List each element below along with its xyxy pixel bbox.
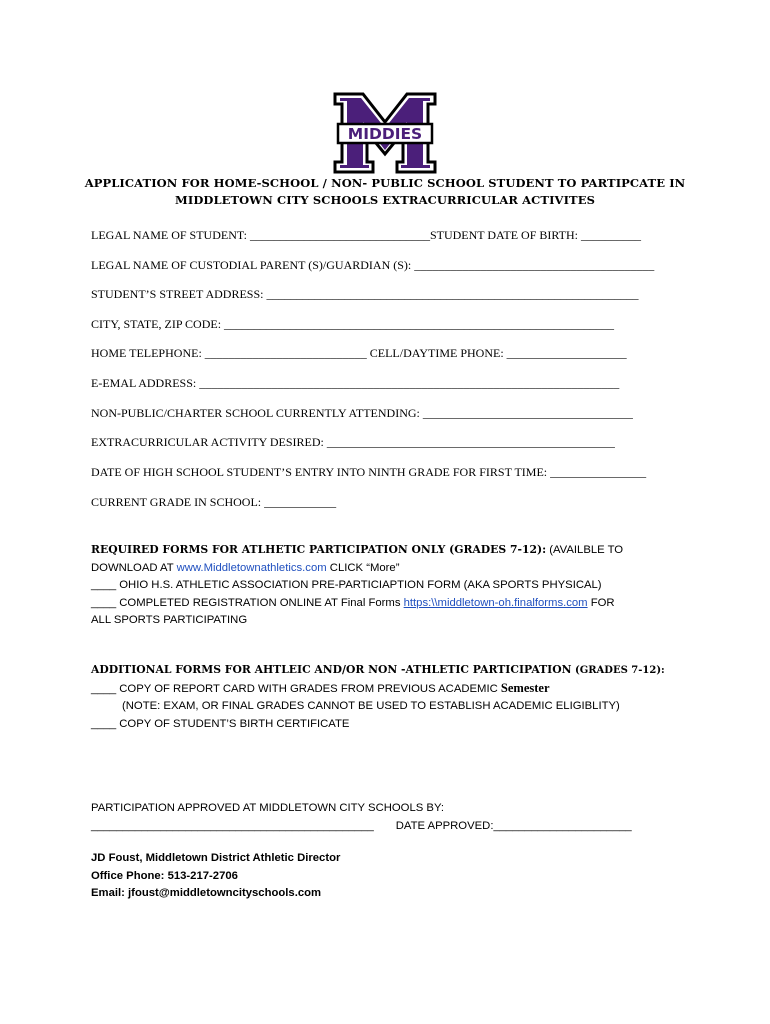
registration-continued: ALL SPORTS PARTICIPATING <box>91 614 248 626</box>
required-item-physical: ____ OHIO H.S. ATHLETIC ASSOCIATION PRE-PARTICIAPTION FORM (AKA SPORTS PHYSICAL) <box>91 579 602 591</box>
download-suffix: CLICK “More” <box>326 561 400 574</box>
approval-signature-line[interactable]: _____________________________________________ <box>91 819 374 832</box>
contact-email: Email: jfoust@middletowncityschools.com <box>91 887 322 899</box>
form-title-line2: MIDDLETOWN CITY SCHOOLS EXTRACURRICULAR ACTIVITES <box>175 193 595 207</box>
required-heading-row <box>91 541 691 560</box>
field-school-attending[interactable]: NON-PUBLIC/CHARTER SCHOOL CURRENTLY ATTENDING: ___________________________________ <box>91 406 633 420</box>
field-street-address[interactable]: STUDENT’S STREET ADDRESS: ______________________________________________________________ <box>91 287 639 301</box>
additional-item-birth-certificate: ____ COPY OF STUDENT’S BIRTH CERTIFICATE <box>91 717 350 730</box>
additional-heading: ADDITIONAL FORMS FOR AHTLEIC AND/OR NON -ATHLETIC PARTICIPATION <box>91 663 572 676</box>
required-item-registration <box>91 595 691 613</box>
contact-phone: Office Phone: 513-217-2706 <box>91 869 238 882</box>
field-email[interactable]: E-EMAL ADDRESS: ______________________________________________________________________ <box>91 376 620 390</box>
contact-name: JD Foust, Middletown District Athletic Director <box>91 852 341 864</box>
field-parent-guardian[interactable]: LEGAL NAME OF CUSTODIAL PARENT (S)/GUARDIAN (S): ________________________________________ <box>91 258 655 272</box>
required-heading: REQUIRED FORMS FOR ATLHETIC PARTICIPATION ONLY (GRADES 7-12): <box>91 543 547 556</box>
required-forms-section <box>91 541 691 630</box>
field-city-state-zip[interactable]: CITY, STATE, ZIP CODE: _________________________________________________________________ <box>91 317 615 331</box>
registration-prefix: ____ COMPLETED REGISTRATION ONLINE AT Final Forms <box>91 596 404 609</box>
contact-section <box>91 850 691 903</box>
download-row <box>91 560 691 578</box>
form-title <box>0 175 770 209</box>
semester-text: Semester <box>500 680 550 695</box>
registration-suffix: FOR <box>587 596 615 609</box>
middies-logo <box>333 92 437 174</box>
additional-grades: (GRADES 7-12): <box>571 665 665 676</box>
download-prefix: DOWNLOAD AT <box>91 561 177 574</box>
field-student-name-dob[interactable]: LEGAL NAME OF STUDENT: ______________________________STUDENT DATE OF BIRTH: __________ <box>91 228 642 242</box>
additional-heading-row <box>91 661 691 680</box>
approval-section <box>91 800 691 835</box>
field-telephones[interactable]: HOME TELEPHONE: ___________________________ CELL/DAYTIME PHONE: ____________________ <box>91 346 627 360</box>
approval-line-row <box>91 818 691 836</box>
field-activity-desired[interactable]: EXTRACURRICULAR ACTIVITY DESIRED: ________________________________________________ <box>91 435 615 449</box>
form-title-line1: APPLICATION FOR HOME-SCHOOL / NON- PUBLIC SCHOOL STUDENT TO PARTIPCATE IN <box>84 176 686 190</box>
finalforms-link[interactable]: https:\\middletown-oh.finalforms.com <box>403 596 588 609</box>
report-card-text: ____ COPY OF REPORT CARD WITH GRADES FROM PREVIOUS ACADEMIC <box>91 682 501 695</box>
approval-date[interactable]: DATE APPROVED:______________________ <box>395 819 632 832</box>
field-current-grade[interactable]: CURRENT GRADE IN SCHOOL: ____________ <box>91 495 337 509</box>
field-ninth-grade-entry[interactable]: DATE OF HIGH SCHOOL STUDENT’S ENTRY INTO NINTH GRADE FOR FIRST TIME: ________________ <box>91 465 647 479</box>
approval-label: PARTICIPATION APPROVED AT MIDDLETOWN CITY SCHOOLS BY: <box>91 802 444 814</box>
athletics-website-link[interactable]: www.Middletownathletics.com <box>176 561 327 574</box>
additional-item-report-card <box>91 680 691 699</box>
additional-forms-section <box>91 661 691 733</box>
additional-note: (NOTE: EXAM, OR FINAL GRADES CANNOT BE USED TO ESTABLISH ACADEMIC ELIGIBLITY) <box>122 700 620 712</box>
logo-text: MIDDIES <box>347 125 423 143</box>
required-available: (AVAILBLE TO <box>546 544 624 556</box>
